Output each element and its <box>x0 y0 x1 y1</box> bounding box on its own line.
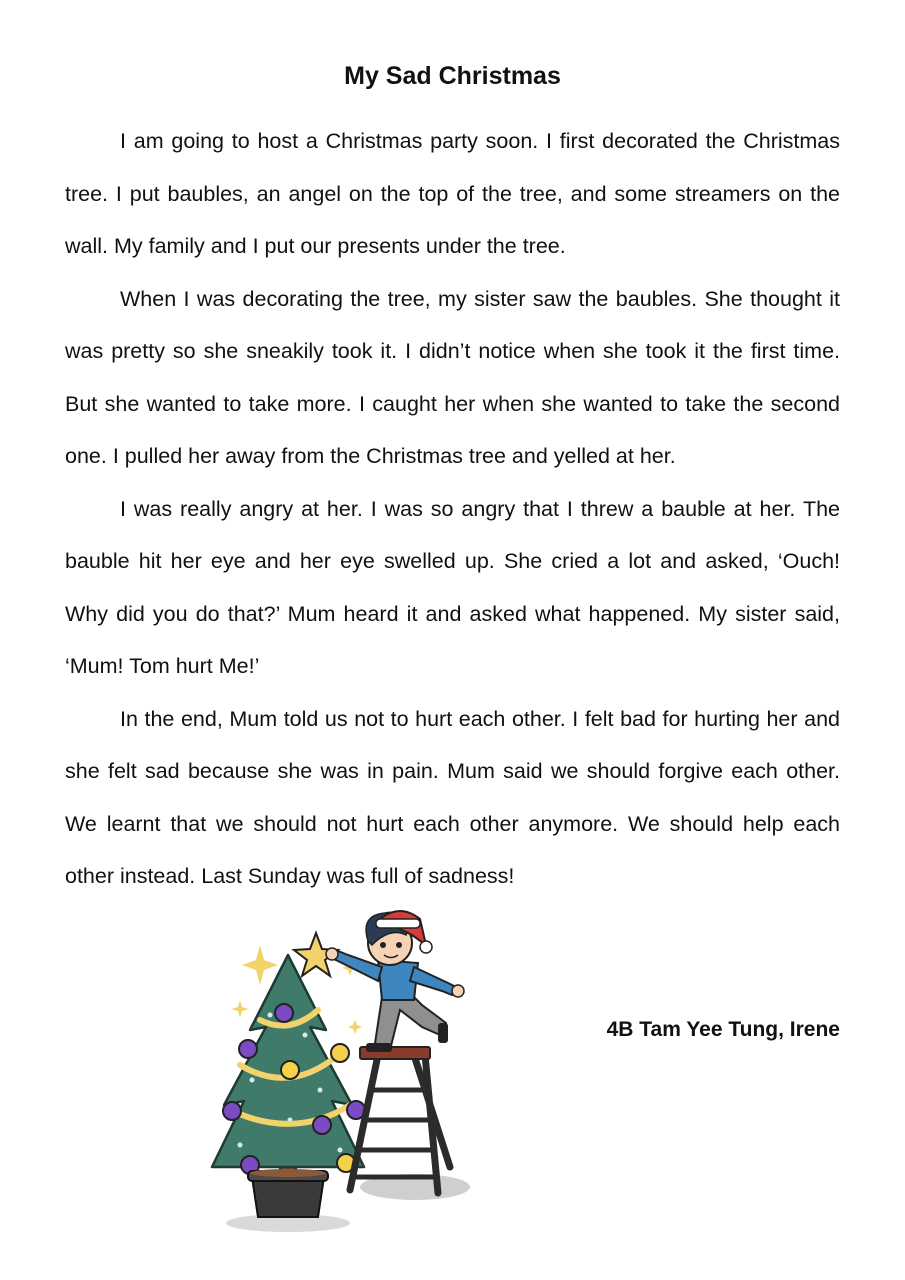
story-paragraph-4: In the end, Mum told us not to hurt each other. I felt bad for hurting her and she felt sad because she was in pain. Mum said we should forgive each other. We learnt that we should not hurt each other anymore. We should help each other instead. Last Sunday was full of sadness! <box>65 706 840 888</box>
story-body <box>65 115 840 903</box>
story-paragraph-1: I am going to host a Christmas party soon. I first decorated the Christmas tree. I put baubles, an angel on the top of the tree, and some streamers on the wall. My family and I put our presents under the tree. <box>65 129 840 258</box>
author-credit: 4B Tam Yee Tung, Irene <box>606 1018 840 1041</box>
document-title: My Sad Christmas <box>344 62 561 90</box>
story-paragraph-2: When I was decorating the tree, my sister saw the baubles. She thought it was pretty so she sneakily took it. I didn’t notice when she took it the first time. But she wanted to take more. I caught her when she wanted to take the second one. I pulled her away from the Christmas tree and yelled at her. <box>65 286 840 468</box>
christmas-tree-illustration <box>200 905 490 1235</box>
story-paragraph-3: I was really angry at her. I was so angry that I threw a bauble at her. The bauble hit her eye and her eye swelled up. She cried a lot and asked, ‘Ouch! Why did you do that?’ Mum heard it and asked what happened. My sister said, ‘Mum! Tom hurt Me!’ <box>65 496 840 678</box>
